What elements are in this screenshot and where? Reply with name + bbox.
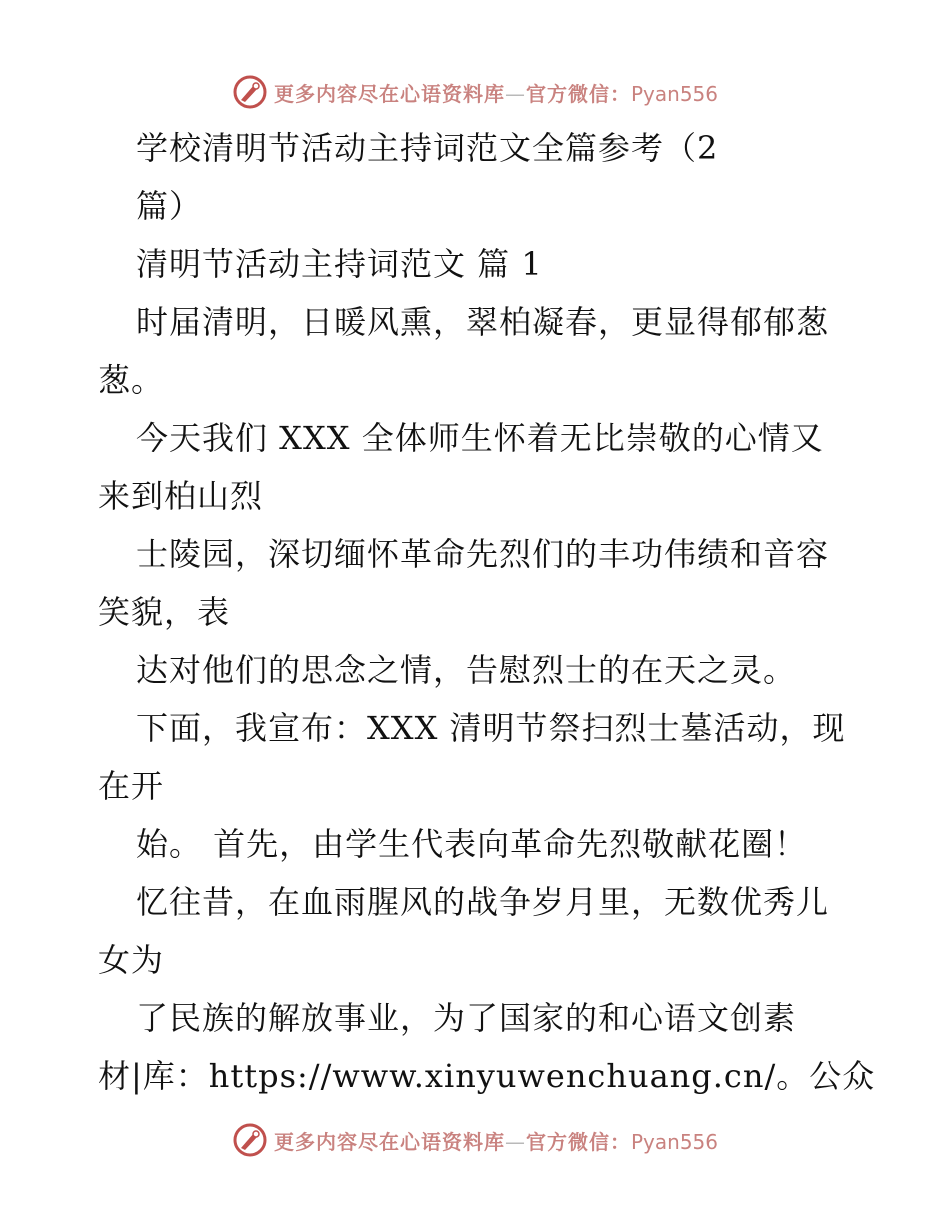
text-line: 时届清明，日暖风熏，翠柏凝春，更显得郁郁葱 <box>136 303 830 341</box>
pen-logo-icon <box>232 74 268 110</box>
text-line: 了民族的解放事业，为了国家的和心语文创素 <box>136 999 797 1037</box>
text-line-with-url: 材|库：https://www.xinyuwenchuang.cn/。公众 <box>98 1057 876 1095</box>
text-line: 在开 <box>98 767 165 805</box>
text-line: 笑貌，表 <box>98 593 231 631</box>
text-line: 女为 <box>98 941 165 979</box>
section-heading: 清明节活动主持词范文 篇 1 <box>136 245 543 283</box>
doc-title-line-1: 学校清明节活动主持词范文全篇参考（2 <box>136 129 719 167</box>
footer-watermark <box>232 1120 752 1160</box>
text-line: 下面，我宣布：XXX 清明节祭扫烈士墓活动，现 <box>136 709 846 747</box>
text-line: 忆往昔，在血雨腥风的战争岁月里，无数优秀儿 <box>136 883 830 921</box>
text-line: 葱。 <box>98 361 165 399</box>
watermark-text: 更多内容尽在心语资料库—官方微信：Pyan556 <box>274 81 719 106</box>
pen-logo-icon <box>232 1122 268 1158</box>
watermark-text: 更多内容尽在心语资料库—官方微信：Pyan556 <box>274 1129 719 1154</box>
text-line: 达对他们的思念之情，告慰烈士的在天之灵。 <box>136 651 797 689</box>
doc-title-line-2: 篇） <box>136 187 203 225</box>
text-line: 士陵园，深切缅怀革命先烈们的丰功伟绩和音容 <box>136 535 830 573</box>
text-line: 今天我们 XXX 全体师生怀着无比崇敬的心情又 <box>136 419 824 457</box>
text-line: 始。 首先，由学生代表向革命先烈敬献花圈！ <box>136 825 808 863</box>
header-watermark <box>232 72 752 112</box>
text-line: 来到柏山烈 <box>98 477 264 515</box>
